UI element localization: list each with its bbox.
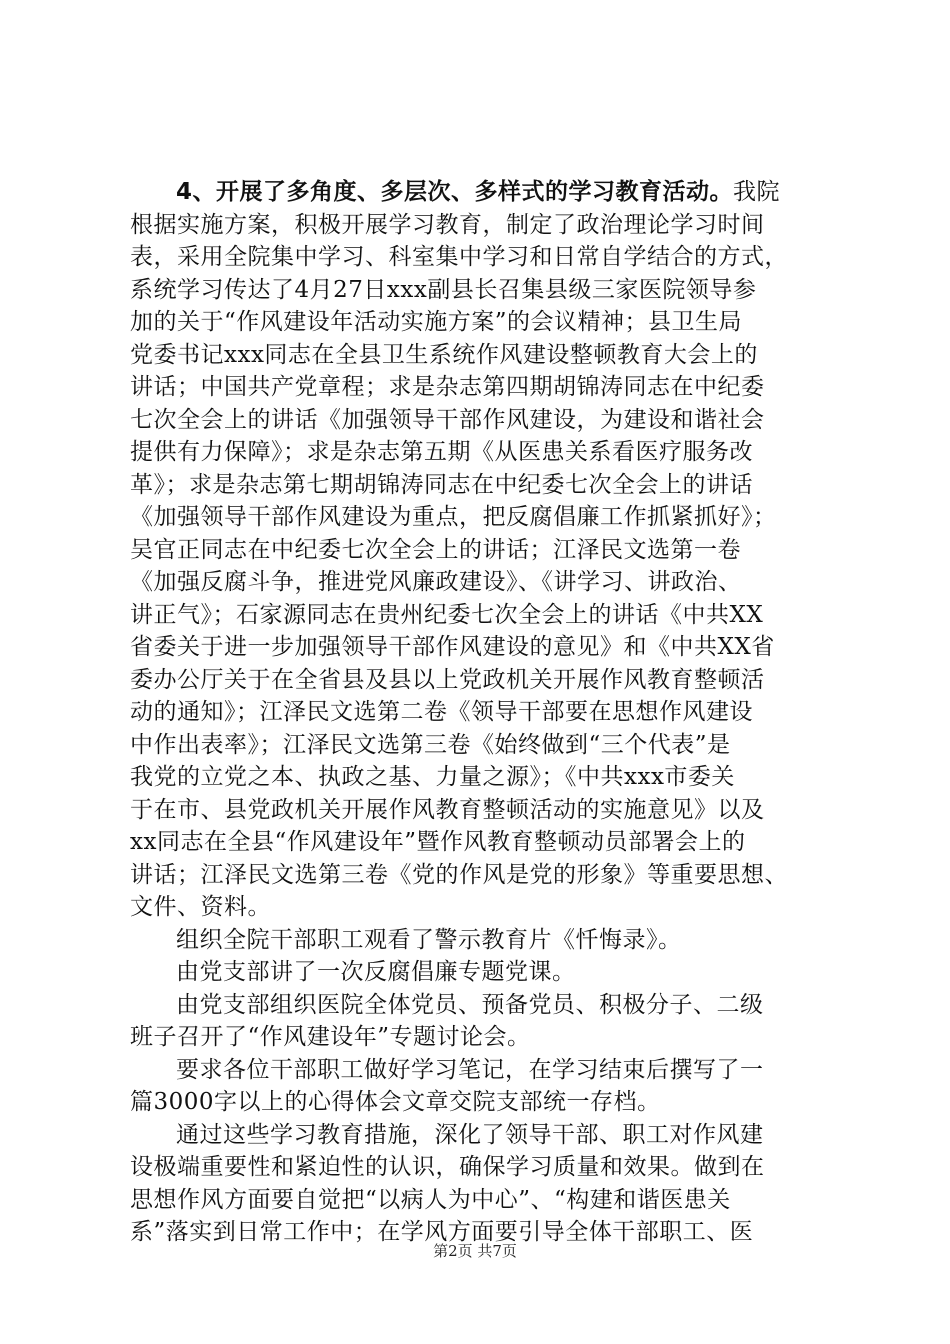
text-line: 党委书记xxx同志在全县卫生系统作风建设整顿教育大会上的: [130, 341, 758, 368]
text-line: 七次全会上的讲话《加强领导干部作风建设，为建设和谐社会: [130, 406, 765, 433]
paragraph-first-line: 通过这些学习教育措施，深化了领导干部、职工对作风建: [176, 1121, 764, 1148]
text-line: 省委关于进一步加强领导干部作风建设的意见》和《中共XX省: [130, 634, 775, 660]
text-line: 系”落实到日常工作中；在学风方面要引导全体干部职工、医: [130, 1219, 754, 1245]
section-heading: 4、开展了多角度、多层次、多样式的学习教育活动。: [176, 179, 734, 205]
paragraph-first-line: 组织全院干部职工观看了警示教育片《忏悔录》。: [176, 926, 682, 953]
text-line: [130, 176, 835, 209]
text-line: 我党的立党之本、执政之基、力量之源》；《中共xxx市委关: [130, 764, 735, 790]
text-line: 吴官正同志在中纪委七次全会上的讲话；江泽民文选第一卷: [130, 536, 741, 563]
text-line: 《加强反腐斗争，推进党风廉政建设》、《讲学习、讲政治、: [130, 569, 742, 595]
paragraph-first-line: 由党支部组织医院全体党员、预备党员、积极分子、二级: [176, 991, 764, 1018]
text-line: 于在市、县党政机关开展作风教育整顿活动的实施意见》以及: [130, 796, 765, 823]
text-line: 系统学习传达了4月27日xxx副县长召集县级三家医院领导参: [130, 276, 757, 303]
text-line: xx同志在全县“作风建设年”暨作风教育整顿动员部署会上的: [130, 829, 746, 855]
text-line: 《加强领导干部作风建设为重点，把反腐倡廉工作抓紧抓好》；: [130, 504, 777, 530]
text-line: 动的通知》；江泽民文选第二卷《领导干部要在思想作风建设: [130, 699, 753, 725]
text-line: 委办公厅关于在全省县及县以上党政机关开展作风教育整顿活: [130, 666, 765, 693]
paragraph-first-line: 由党支部讲了一次反腐倡廉专题党课。: [176, 959, 576, 985]
page-footer: 第2页 共7页: [433, 1242, 517, 1260]
document-body: [130, 176, 835, 1249]
text-line: 讲正气》；石家源同志在贵州纪委七次全会上的讲话《中共XX: [130, 601, 764, 628]
heading-tail-text: 我院: [733, 179, 781, 205]
text-line: 思想作风方面要自觉把“以病人为中心”、“构建和谐医患关: [130, 1186, 731, 1213]
text-line: 加的关于“作风建设年活动实施方案”的会议精神；县卫生局: [130, 309, 743, 335]
text-line: 表，采用全院集中学习、科室集中学习和日常自学结合的方式，: [130, 244, 788, 270]
text-line: 文件、资料。: [130, 894, 271, 920]
text-line: 讲话；中国共产党章程；求是杂志第四期胡锦涛同志在中纪委: [130, 374, 765, 400]
paragraph-first-line: 要求各位干部职工做好学习笔记，在学习结束后撰写了一: [176, 1056, 764, 1083]
text-line: 讲话；江泽民文选第三卷《党的作风是党的形象》等重要思想、: [130, 861, 788, 888]
text-line: 革》；求是杂志第七期胡锦涛同志在中纪委七次全会上的讲话: [130, 471, 753, 498]
text-line: 中作出表率》；江泽民文选第三卷《始终做到“三个代表”是: [130, 731, 731, 758]
text-line: 篇3000字以上的心得体会文章交院支部统一存档。: [130, 1089, 661, 1115]
text-line: 根据实施方案，积极开展学习教育，制定了政治理论学习时间: [130, 211, 765, 238]
text-line: 设极端重要性和紧迫性的认识，确保学习质量和效果。做到在: [130, 1154, 765, 1180]
text-line: 班子召开了“作风建设年”专题讨论会。: [130, 1024, 531, 1050]
text-line: 提供有力保障》；求是杂志第五期《从医患关系看医疗服务改: [130, 439, 753, 465]
